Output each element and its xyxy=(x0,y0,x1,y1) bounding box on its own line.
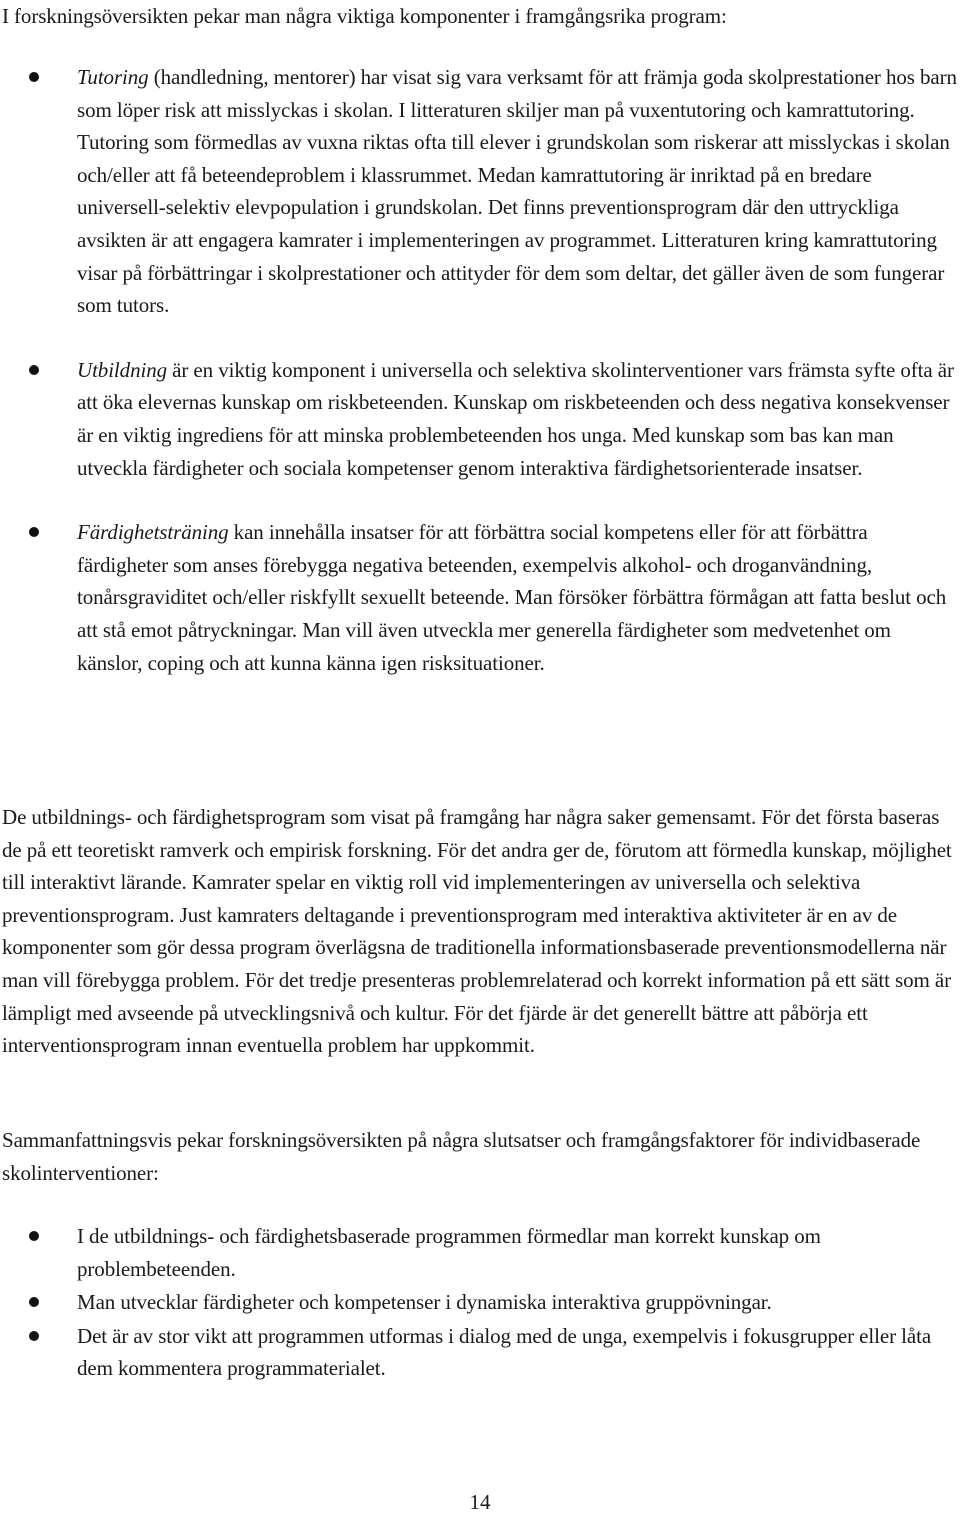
common-traits-paragraph: De utbildnings- och färdighetsprogram som visat på framgång har några saker gemensamt. För det första baseras de på ett teoretiskt ramverk och empirisk forskning. För det andra ger de, förutom att förmedla kunskap, möjlighet till interaktivt lärande. Kamrater spelar en viktig roll vid implementeringen av universella och selektiva preventionsprogram. Just kamraters deltagande i preventionsprogram med interaktiva aktiviteter är en av de komponenter som gör dessa program överlägsna de traditionella informationsbaserade preventionsmodellerna när man vill förebygga problem. För det tredje presenteras problemrelaterad och korrekt information på ett sätt som är lämpligt med avseende på utvecklingsnivå och kultur. För det fjärde är det generellt bättre att påbörja ett interventionsprogram innan eventuella problem har uppkommit. xyxy=(2,805,952,1058)
bullet-icon xyxy=(29,1331,39,1341)
bullet-icon xyxy=(29,72,39,82)
conclusion-text: Det är av stor vikt att programmen utformas i dialog med de unga, exempelvis i fokusgrupper eller låta dem kommentera programmaterialet. xyxy=(77,1323,932,1381)
page-number: 14 xyxy=(469,1490,491,1514)
list-item-conclusion xyxy=(0,1220,958,1285)
list-item-fardighetstraning xyxy=(0,516,958,679)
item-text: är en viktig komponent i universella och selektiva skolinterventioner vars främsta syfte ofta är att öka elevernas kunskap om riskbeteenden. Kunskap om riskbeteenden och dess negativa konsekvenser är en viktig ingrediens för att minska problembeteenden hos unga. Med kunskap som bas kan man utveckla färdigheter och sociala kompetenser genom interaktiva färdighetsorienterade insatser. xyxy=(77,357,954,480)
term-tutoring: Tutoring xyxy=(77,65,149,89)
conclusion-text: Man utvecklar färdigheter och kompetenser i dynamiska interaktiva gruppövningar. xyxy=(77,1290,772,1315)
summary-paragraph: Sammanfattningsvis pekar forskningsöversikten på några slutsatser och framgångsfaktorer för individbaserade skolinterventioner: xyxy=(2,1128,921,1185)
bullet-icon xyxy=(29,527,39,537)
list-item-utbildning xyxy=(0,354,958,484)
bullet-icon xyxy=(29,365,39,375)
bullet-icon xyxy=(29,1231,39,1241)
term-utbildning: Utbildning xyxy=(77,357,168,382)
item-text: (handledning, mentorer) har visat sig vara verksamt för att främja goda skolprestationer hos barn som löper risk att misslyckas i skolan. I litteraturen skiljer man på vuxentutoring och kamrattutoring. Tutoring som förmedlas av vuxna riktas ofta till elever i grundskolan som riskerar att misslyckas i skolan och/eller att få beteendeproblem i klassrummet. Medan kamrattutoring är inriktad på en bredare universell-selektiv elevpopulation i grundskolan. Det finns preventionsprogram där den uttryckliga avsikten är att engagera kamrater i implementeringen av programmet. Litteraturen kring kamrattutoring visar på förbättringar i skolprestationer och attityder för dem som deltar, det gäller även de som fungerar som tutors. xyxy=(77,65,957,318)
conclusions-list xyxy=(0,1220,958,1386)
term-fardighetstraning: Färdighetsträning xyxy=(77,520,229,545)
components-list xyxy=(0,61,958,679)
list-item-conclusion xyxy=(0,1320,958,1385)
intro-paragraph: I forskningsöversikten pekar man några viktiga komponenter i framgångsrika program: xyxy=(2,4,727,28)
list-item-tutoring xyxy=(0,61,958,322)
item-text: kan innehålla insatser för att förbättra social kompetens eller för att förbättra färdigheter som anses förebygga negativa beteenden, exempelvis alkohol- och droganvändning, tonårsgraviditet och/eller riskfyllt sexuellt beteende. Man försöker förbättra förmågan att fatta beslut och att stå emot påtryckningar. Man vill även utveckla mer generella färdigheter som medvetenhet om känslor, coping och att kunna känna igen risksituationer. xyxy=(77,520,947,675)
conclusion-text: I de utbildnings- och färdighetsbaserade programmen förmedlar man korrekt kunskap om problembeteenden. xyxy=(77,1224,821,1281)
bullet-icon xyxy=(29,1297,39,1307)
list-item-conclusion xyxy=(0,1286,958,1319)
